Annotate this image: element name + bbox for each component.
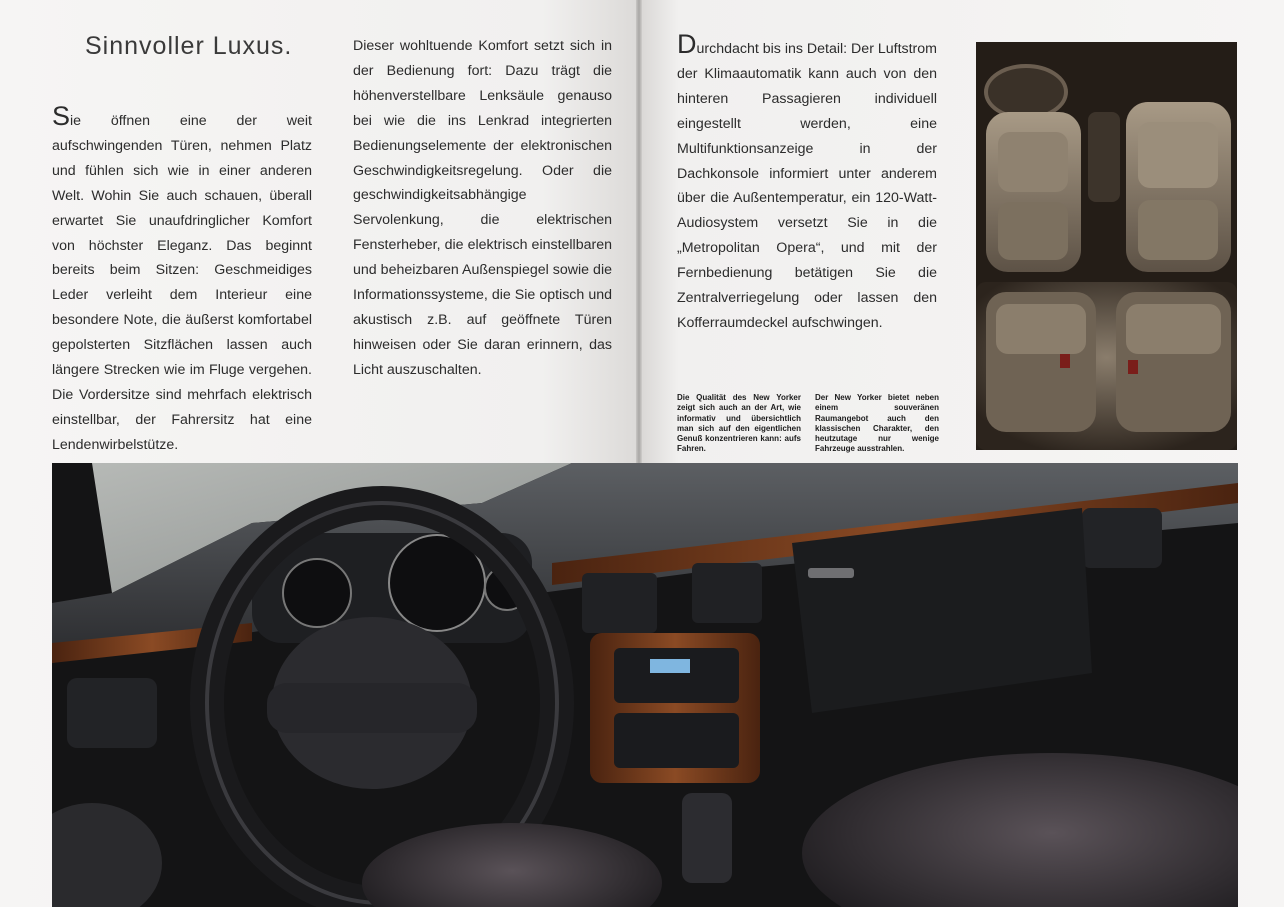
text-column-2: Dieser wohltuende Komfort setzt sich in der Bedienung fort: Dazu trägt die höhenverstellbare Lenksäule genauso bei wie die ins Lenkrad integrierten Bedienungselemente der elektronischen Geschwindigkeitsregelung. Oder die geschwindigkeitsabhängige Servolenkung, die elektrischen Fensterheber, die elektrisch einstellbaren und beheizbaren Außenspiegel sowie die Informationssysteme, die Sie optisch und akustisch z.B. auf geöffnete Türen hinweisen oder Sie daran erinnern, das Licht auszuschalten. xyxy=(353,38,612,378)
photo-caption-dashboard: Die Qualität des New Yorker zeigt sich auch an der Art, wie informativ und übersichtlich man sich auf den eigentlichen Genuß konzentrieren kann: aufs Fahren. xyxy=(677,393,801,454)
photo-caption-seats: Der New Yorker bietet neben einem souveränen Raumangebot auch den klassischen Charakter, den heutzutage nur wenige Fahrzeuge ausstrahlen. xyxy=(815,393,939,454)
text-column-3-body: urchdacht bis ins Detail: Der Luftstrom der Klimaautomatik kann auch von den hinteren Passagieren individuell eingestellt werden, eine Multifunktionsanzeige in der Dachkonsole informiert unter anderem über die Außentemperatur, ein 120-Watt-Audiosystem versetzt Sie in die „Metropolitan Opera“, und mit der Fernbedienung betätigen Sie die Zentralverriegelung oder lassen den Kofferraumdeckel aufschwingen. xyxy=(677,41,937,331)
text-column-3 xyxy=(677,29,937,336)
page-title: Sinnvoller Luxus. xyxy=(85,32,293,60)
seats-photo xyxy=(976,42,1237,450)
dropcap-d: D xyxy=(677,29,697,59)
dropcap-s: S xyxy=(52,101,71,131)
text-column-1-body: ie öffnen eine der weit aufschwingenden Türen, nehmen Platz und fühlen sich wie in einer anderen Welt. Wohin Sie auch schauen, überall erwartet Sie unaufdringlicher Komfort von höchster Eleganz. Das beginnt bereits beim Sitzen: Geschmeidiges Leder verleiht dem Interieur eine besondere Note, die äußerst komfortabel gepolsterten Sitzflächen lassen auch längere Strecken wie im Fluge vergehen. Die Vordersitze sind mehrfach elektrisch einstellbar, der Fahrersitz hat eine Lendenwirbelstütze. xyxy=(52,113,312,453)
dashboard-photo xyxy=(52,463,1238,907)
text-column-1 xyxy=(52,101,312,458)
